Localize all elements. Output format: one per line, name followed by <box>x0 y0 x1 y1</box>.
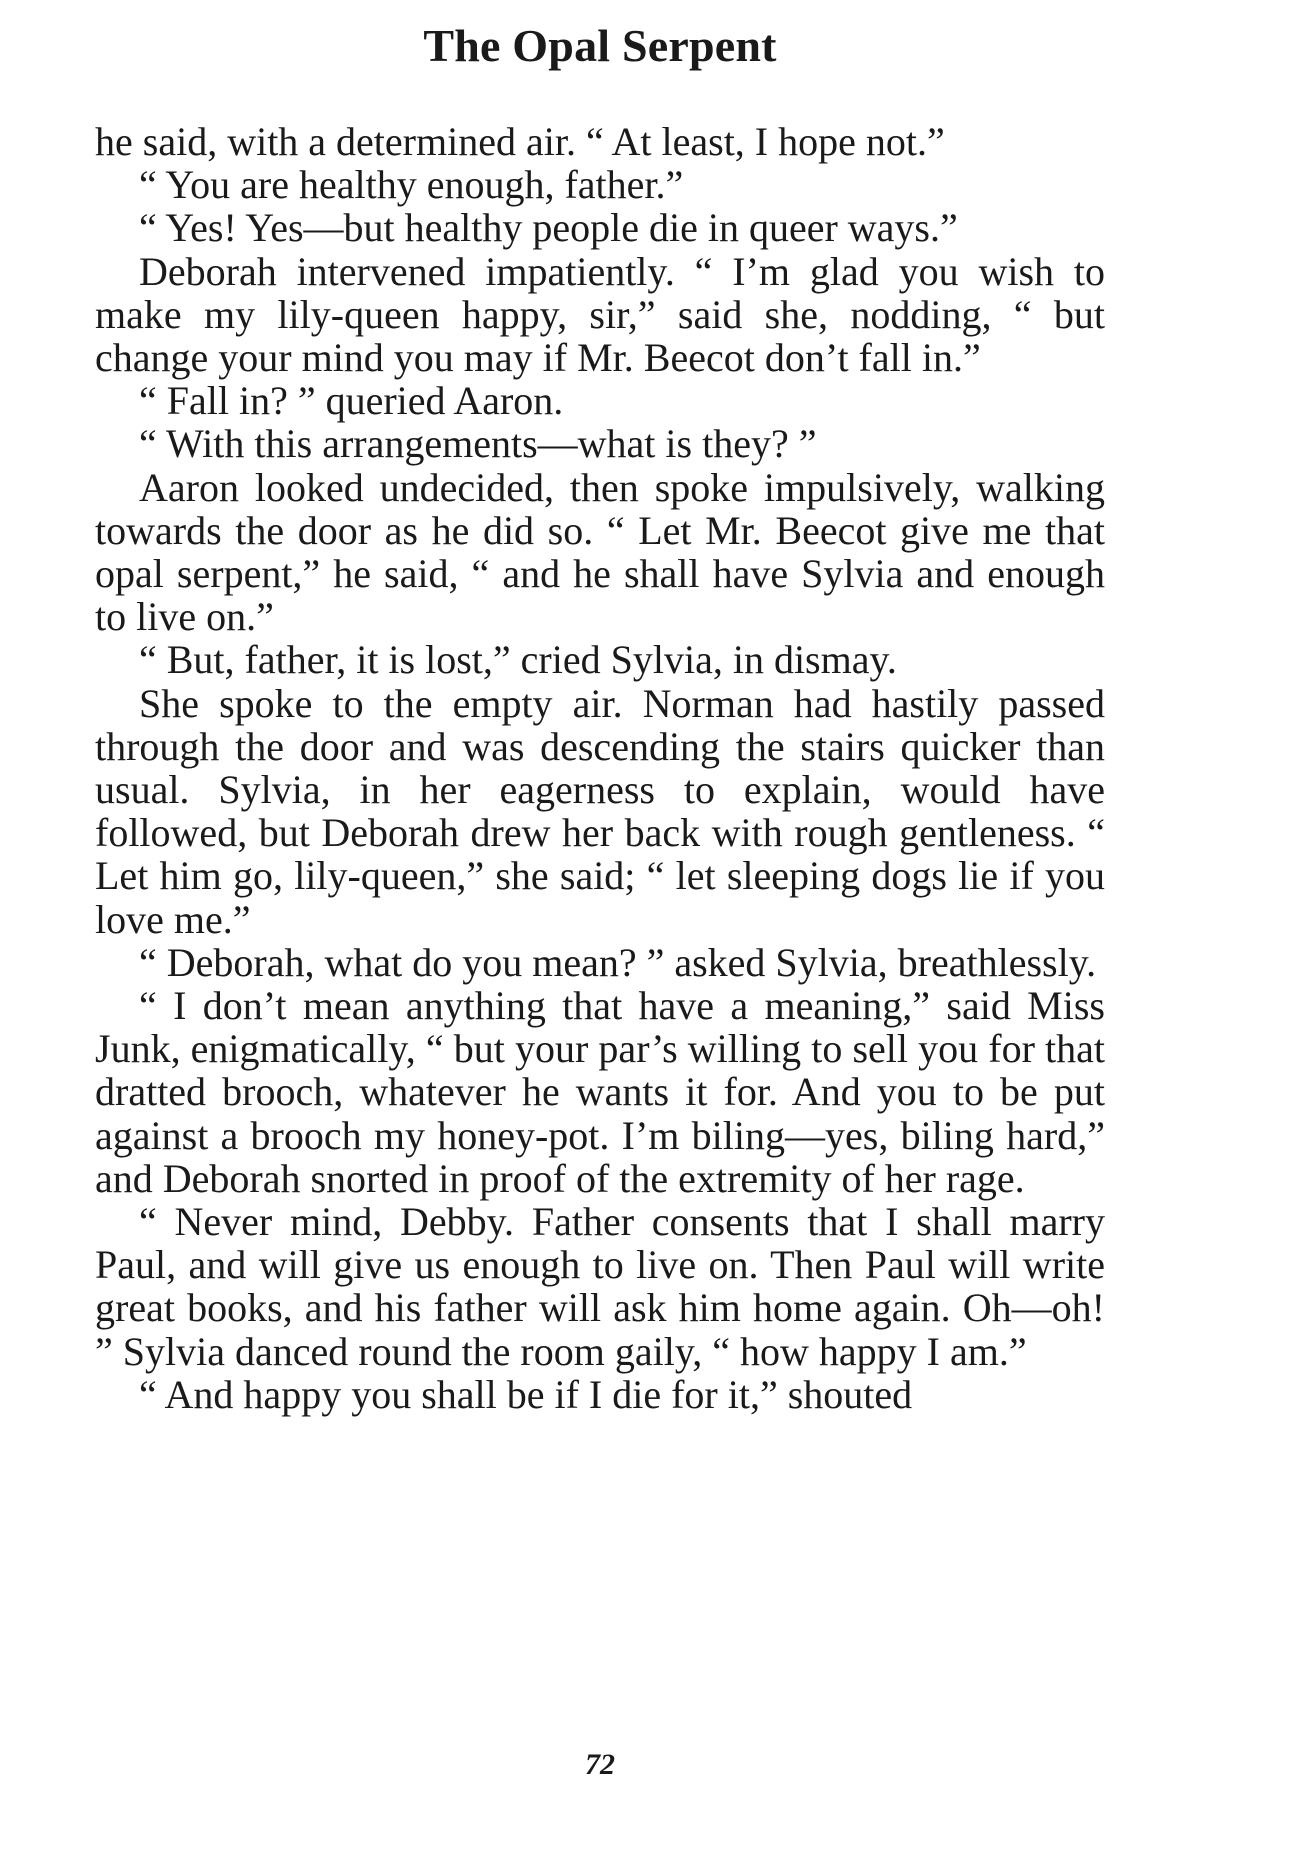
paragraph: he said, with a determined air. “ At least, I hope not.” <box>95 119 945 164</box>
paragraph: “ And happy you shall be if I die for it,” shouted <box>139 1371 913 1417</box>
paragraph: “ Never mind, Debby. Father consents that I shall marry Paul, and will give us enough to live on. Then Paul will write great books, and his father will ask him home again. Oh—oh! ” Sylvia danced round the room gaily, “ how happy I am.” <box>95 1199 1105 1374</box>
paragraph: “ With this arrangements—what is they? ” <box>139 421 817 467</box>
page-number: 72 <box>585 1748 615 1781</box>
body-text <box>95 120 1105 1416</box>
paragraph: Deborah intervened impatiently. “ I’m glad you wish to make my lily-queen happy, sir,” said she, nodding, “ but change your mind you may if Mr. Beecot don’t fall in.” <box>95 248 1105 381</box>
paragraph: “ I don’t mean anything that have a meaning,” said Miss Junk, enigmatically, “ but your par’s willing to sell you for that dratted brooch, whatever he wants it for. And you to be put against a brooch my honey-pot. I’m biling—yes, biling hard,” and Deborah snorted in proof of the extremity of her rage. <box>95 983 1105 1201</box>
paragraph: She spoke to the empty air. Norman had hastily passed through the door and was descending the stairs quicker than usual. Sylvia, in her eagerness to explain, would have followed, but Deborah drew her back with rough gentleness. “ Let him go, lily-queen,” she said; “ let sleeping dogs lie if you love me.” <box>95 680 1105 942</box>
paragraph: Aaron looked undecided, then spoke impulsively, walking towards the door as he did so. “ Let Mr. Beecot give me that opal serpent,” he said, “ and he shall have Sylvia and enough to live on.” <box>95 464 1105 640</box>
paragraph: “ But, father, it is lost,” cried Sylvia, in dismay. <box>139 637 897 683</box>
paragraph: “ Yes! Yes—but healthy people die in queer ways.” <box>139 205 958 251</box>
paragraph: “ Fall in? ” queried Aaron. <box>139 378 564 424</box>
running-head-title: The Opal Serpent <box>423 20 777 71</box>
paragraph: “ Deborah, what do you mean? ” asked Sylvia, breathlessly. <box>139 939 1097 985</box>
paragraph: “ You are healthy enough, father.” <box>139 162 684 208</box>
